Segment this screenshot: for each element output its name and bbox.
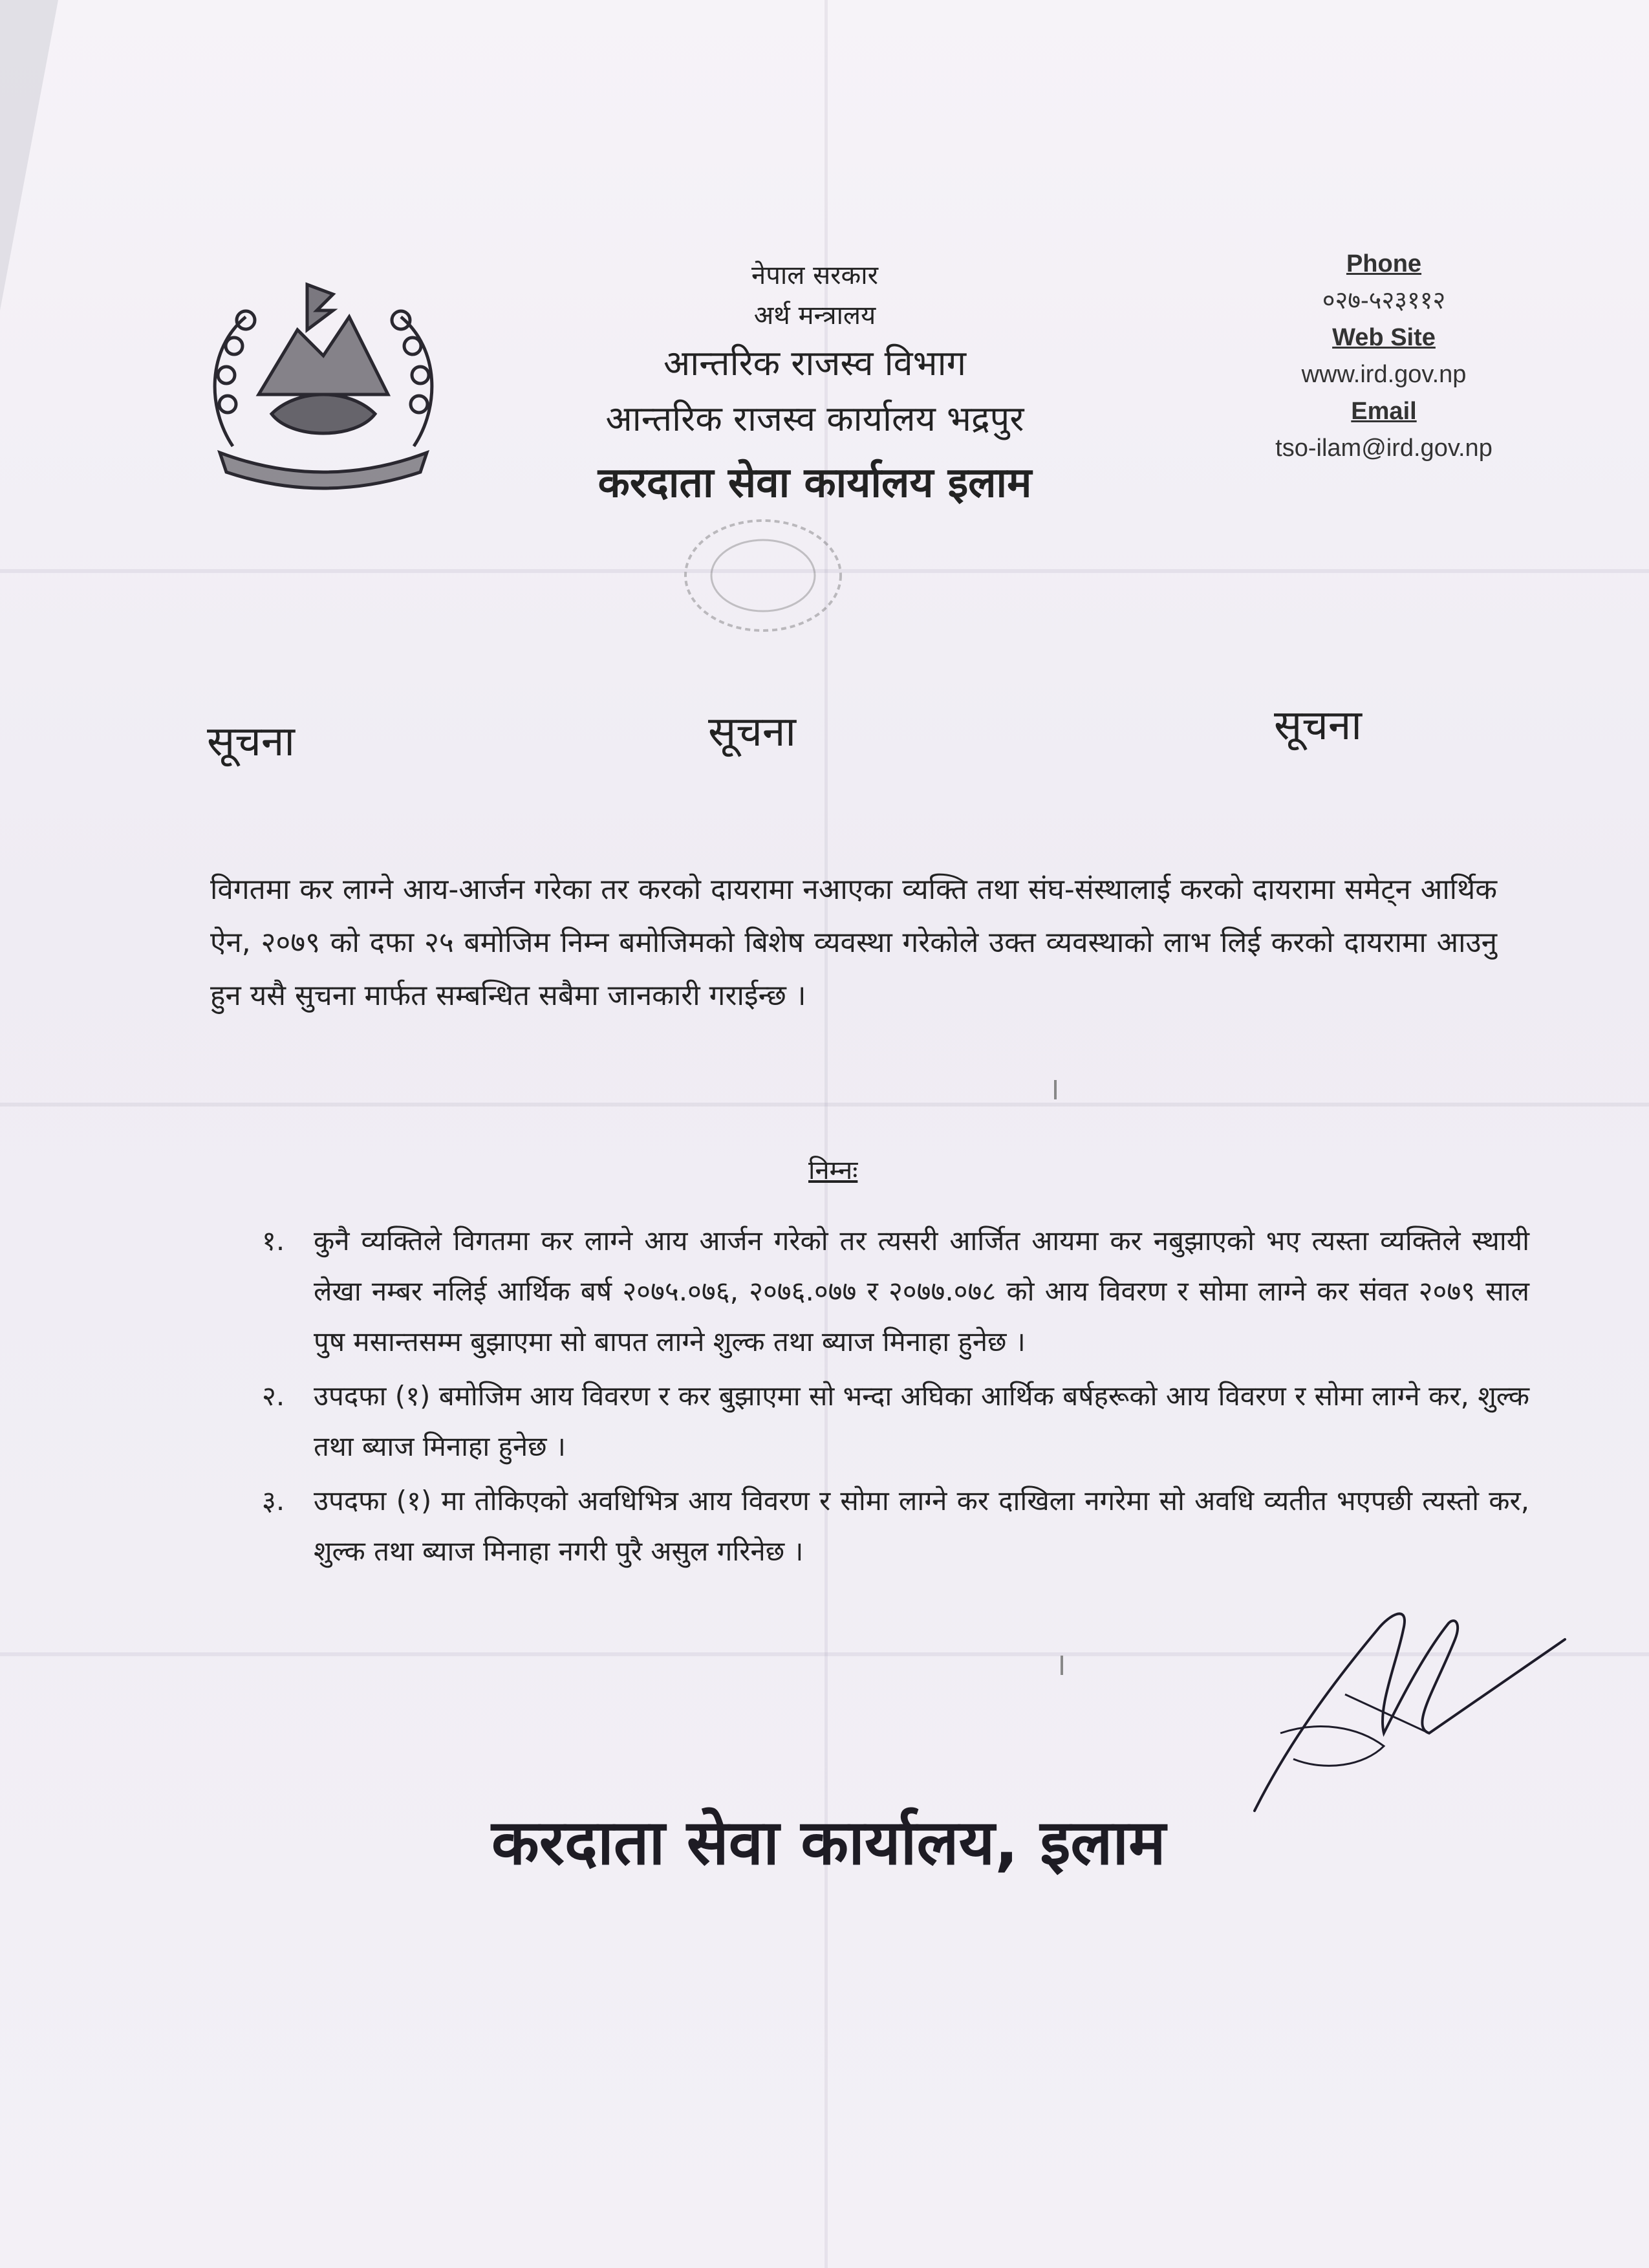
nepal-emblem-icon — [194, 259, 453, 491]
header-ministry: अर्थ मन्त्रालय — [753, 301, 876, 330]
header-government: नेपाल सरकार — [751, 261, 878, 290]
header-taxpayer-office: करदाता सेवा कार्यालय इलाम — [598, 459, 1032, 507]
letterhead — [491, 255, 1138, 515]
paper-corner-shadow — [0, 0, 58, 310]
phone-label: Phone — [1346, 250, 1422, 277]
footer-office-name: करदाता सेवा कार्यालय, इलाम — [491, 1806, 1166, 1879]
list-item-text: उपदफा (१) बमोजिम आय विवरण र कर बुझाएमा सो भन्दा अघिका आर्थिक बर्षहरूको आय विवरण र सोमा लाग्ने कर, शुल्क तथा ब्याज मिनाहा हुनेछ । — [314, 1380, 1529, 1462]
list-heading: निम्नः — [808, 1156, 858, 1185]
stray-mark — [1054, 1080, 1057, 1099]
notice-title-center: सूचना — [708, 708, 796, 756]
list-item — [262, 1371, 1529, 1472]
faint-seal-stamp — [666, 511, 860, 640]
notice-title-right: सूचना — [1274, 702, 1362, 750]
email-label: Email — [1351, 398, 1417, 425]
list-item-number: २. — [262, 1380, 285, 1412]
website-value: www.ird.gov.np — [1301, 361, 1467, 388]
notice-title-left: सूचना — [207, 718, 295, 766]
notice-body-paragraph: विगतमा कर लाग्ने आय-आर्जन गरेका तर करको दायरामा नआएका व्यक्ति तथा संघ-संस्थालाई करको दायरामा समेट्न आर्थिक ऐन, २०७९ को दफा २५ बमोजिम निम्न बमोजिमको बिशेष व्यवस्था गरेकोले उक्त व्यवस्थाको लाभ लिई करको दायरामा आउनु हुन यसै सुचना मार्फत सम्बन्धित सबैमा जानकारी गराईन्छ । — [210, 873, 1497, 1012]
list-item-number: १. — [262, 1225, 285, 1257]
handwritten-signature — [1216, 1578, 1578, 1850]
header-department: आन्तरिक राजस्व विभाग — [663, 343, 966, 383]
contact-block — [1229, 246, 1539, 467]
website-label: Web Site — [1332, 324, 1436, 351]
provisions-list — [262, 1216, 1529, 1581]
list-item-number: ३. — [262, 1485, 285, 1517]
list-item-text: कुनै व्यक्तिले विगतमा कर लाग्ने आय आर्जन गरेको तर त्यसरी आर्जित आयमा कर नबुझाएको भए त्यस्ता व्यक्तिले स्थायी लेखा नम्बर नलिई आर्थिक बर्ष २०७५.०७६, २०७६.०७७ र २०७७.०७८ को आय विवरण र सोमा लाग्ने कर संवत २०७९ साल पुष मसान्तसम्म बुझाएमा सो बापत लाग्ने शुल्क तथा ब्याज मिनाहा हुनेछ । — [314, 1225, 1529, 1357]
phone-value: ०२७-५२३११२ — [1322, 287, 1446, 314]
header-office: आन्तरिक राजस्व कार्यालय भद्रपुर — [605, 398, 1024, 439]
list-item — [262, 1216, 1529, 1367]
list-item-text: उपदफा (१) मा तोकिएको अवधिभित्र आय विवरण र सोमा लाग्ने कर दाखिला नगरेमा सो अवधि व्यतीत भएपछी त्यस्तो कर, शुल्क तथा ब्याज मिनाहा नगरी पुरै असुल गरिनेछ । — [314, 1485, 1529, 1567]
list-item — [262, 1476, 1529, 1577]
email-value: tso-ilam@ird.gov.np — [1275, 435, 1493, 462]
stray-mark — [1061, 1656, 1063, 1675]
